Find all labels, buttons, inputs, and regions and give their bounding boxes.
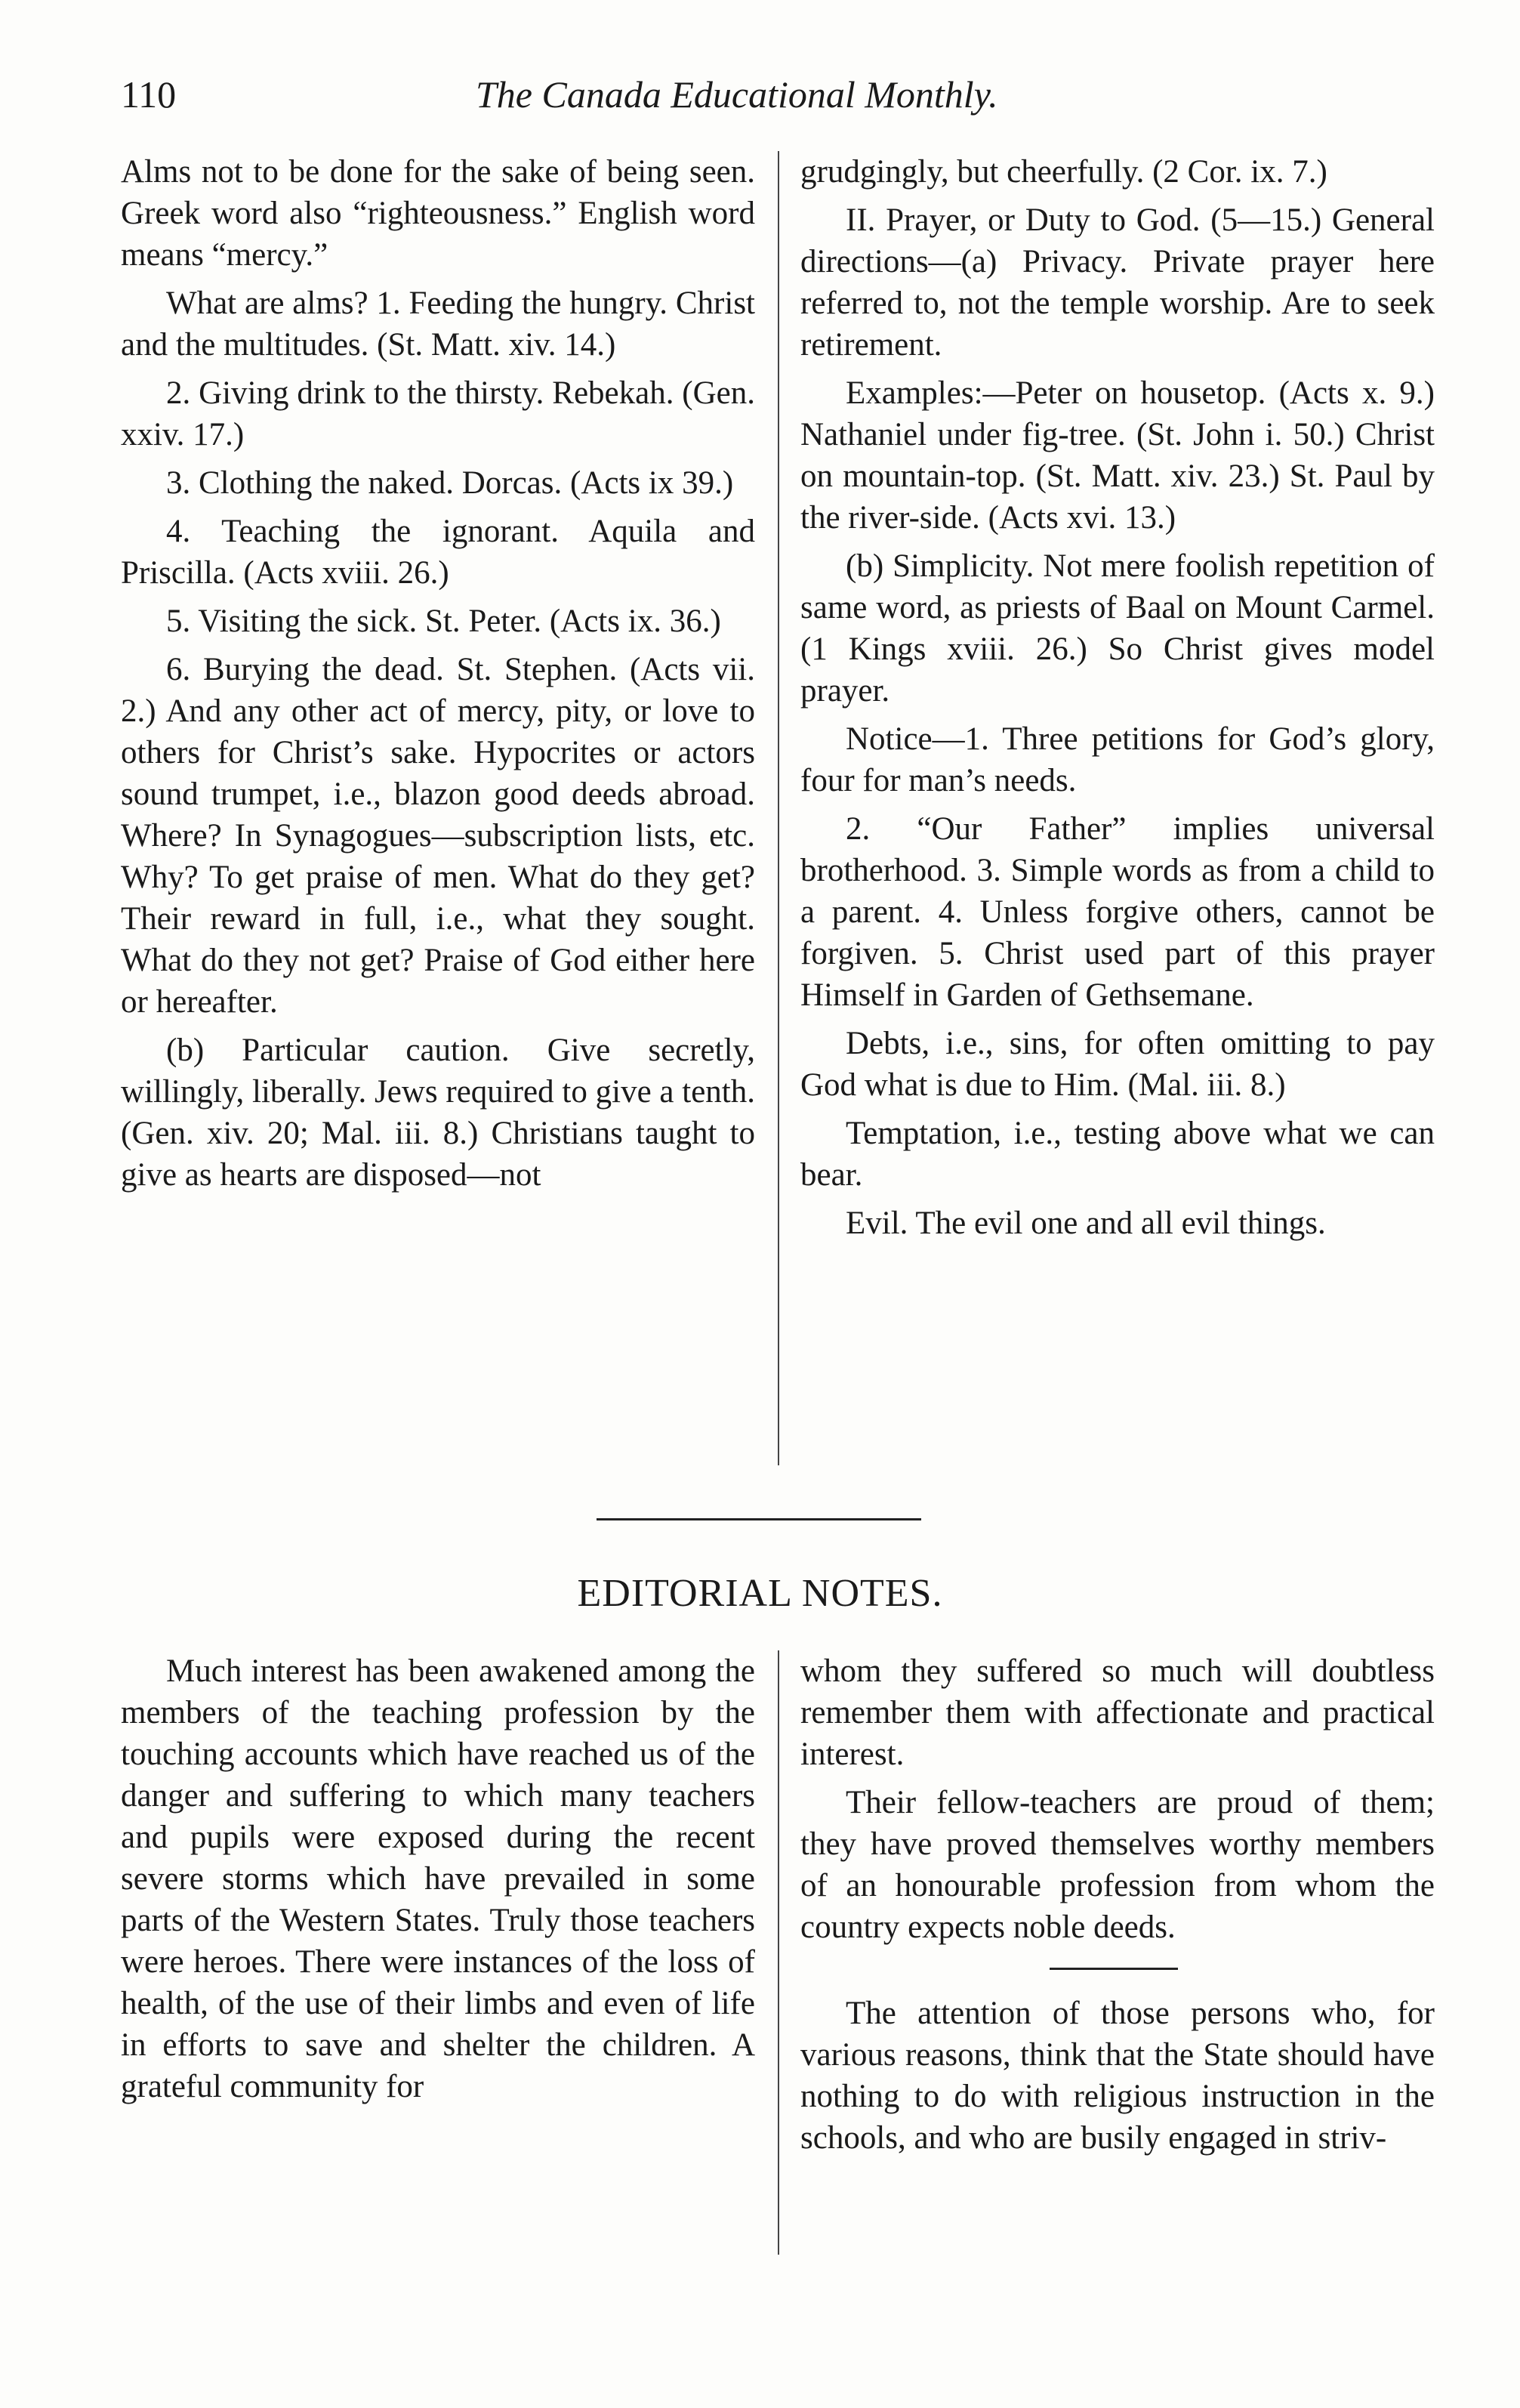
paragraph: Alms not to be done for the sake of being seen. Greek word also “righteousness.” English word means “mercy.” — [121, 154, 755, 273]
paragraph: 2. Giving drink to the thirsty. Rebekah. (Gen. xxiv. 17.) — [121, 375, 755, 452]
paragraph: 5. Visiting the sick. St. Peter. (Acts ix. 36.) — [166, 604, 721, 639]
paragraph: 4. Teaching the ignorant. Aquila and Priscilla. (Acts xviii. 26.) — [121, 514, 755, 591]
lower-right-column — [800, 1650, 1435, 2166]
paragraph: Much interest has been awakened among the members of the teaching profession by the touching accounts which have reached us of the danger and suffering to which many teachers and pupils were exposed during the recent severe storms which have prevailed in some parts of the Western States. Truly those teachers were heroes. There were instances of the loss of health, of the use of their limbs and even of life in efforts to save and shelter the children. A grateful community for — [121, 1653, 755, 2104]
paragraph: (b) Particular caution. Give secretly, willingly, liberally. Jews required to give a tenth. (Gen. xiv. 20; Mal. iii. 8.) Christians taught to give as hearts are disposed—not — [121, 1033, 755, 1193]
paragraph: grudgingly, but cheerfully. (2 Cor. ix. 7.) — [800, 154, 1327, 190]
paragraph-separator — [1050, 1968, 1178, 1970]
paragraph: Evil. The evil one and all evil things. — [846, 1206, 1326, 1241]
paragraph: Their fellow-teachers are proud of them; they have proved themselves worthy members of an honourable profession from whom the country expects noble deeds. — [800, 1785, 1435, 1945]
section-separator — [597, 1518, 921, 1520]
paragraph: whom they suffered so much will doubtless remember them with affectionate and practical interest. — [800, 1653, 1435, 1772]
paragraph: 3. Clothing the naked. Dorcas. (Acts ix 39.) — [166, 465, 734, 501]
paragraph: (b) Simplicity. Not mere foolish repetition of same word, as priests of Baal on Mount Carmel. (1 Kings xviii. 26.) So Christ gives model prayer. — [800, 548, 1435, 709]
paragraph: Notice—1. Three petitions for God’s glory, four for man’s needs. — [800, 721, 1435, 798]
paragraph: Temptation, i.e., testing above what we can bear. — [800, 1116, 1435, 1193]
upper-right-column — [800, 151, 1435, 1251]
paragraph: Examples:—Peter on housetop. (Acts x. 9.) Nathaniel under fig-tree. (St. John i. 50.) Christ on mountain-top. (St. Matt. xiv. 23.) St. Paul by the river-side. (Acts xvi. 13.) — [800, 375, 1435, 536]
running-title: The Canada Educational Monthly. — [476, 73, 998, 116]
paragraph: Debts, i.e., sins, for often omitting to pay God what is due to Him. (Mal. iii. 8.) — [800, 1026, 1435, 1103]
page-number: 110 — [121, 73, 177, 116]
paragraph: What are alms? 1. Feeding the hungry. Christ and the multitudes. (St. Matt. xiv. 14.) — [121, 286, 755, 363]
lower-left-column — [121, 1650, 755, 2114]
section-heading: EDITORIAL NOTES. — [577, 1572, 943, 1615]
paragraph: The attention of those persons who, for various reasons, think that the State should have nothing to do with religious instruction in the schools, and who are busily engaged in striv- — [800, 1996, 1435, 2156]
paragraph: 2. “Our Father” implies universal brotherhood. 3. Simple words as from a child to a parent. 4. Unless forgive others, cannot be forgiven. 5. Christ used part of this prayer Himself in Garden of Gethsemane. — [800, 811, 1435, 1013]
upper-left-column — [121, 151, 755, 1202]
column-divider — [778, 151, 779, 1465]
column-divider — [778, 1650, 779, 2255]
paragraph: II. Prayer, or Duty to God. (5—15.) General directions—(a) Privacy. Private prayer here referred to, not the temple worship. Are to seek retirement. — [800, 202, 1435, 363]
page-header — [121, 73, 1450, 118]
paragraph: 6. Burying the dead. St. Stephen. (Acts vii. 2.) And any other act of mercy, pity, or love to others for Christ’s sake. Hypocrites or actors sound trumpet, i.e., blazon good deeds abroad. Where? In Synagogues—subscription lists, etc. Why? To get praise of men. What do they get? Their reward in full, i.e., what they sought. What do they not get? Praise of God either here or hereafter. — [121, 652, 755, 1020]
